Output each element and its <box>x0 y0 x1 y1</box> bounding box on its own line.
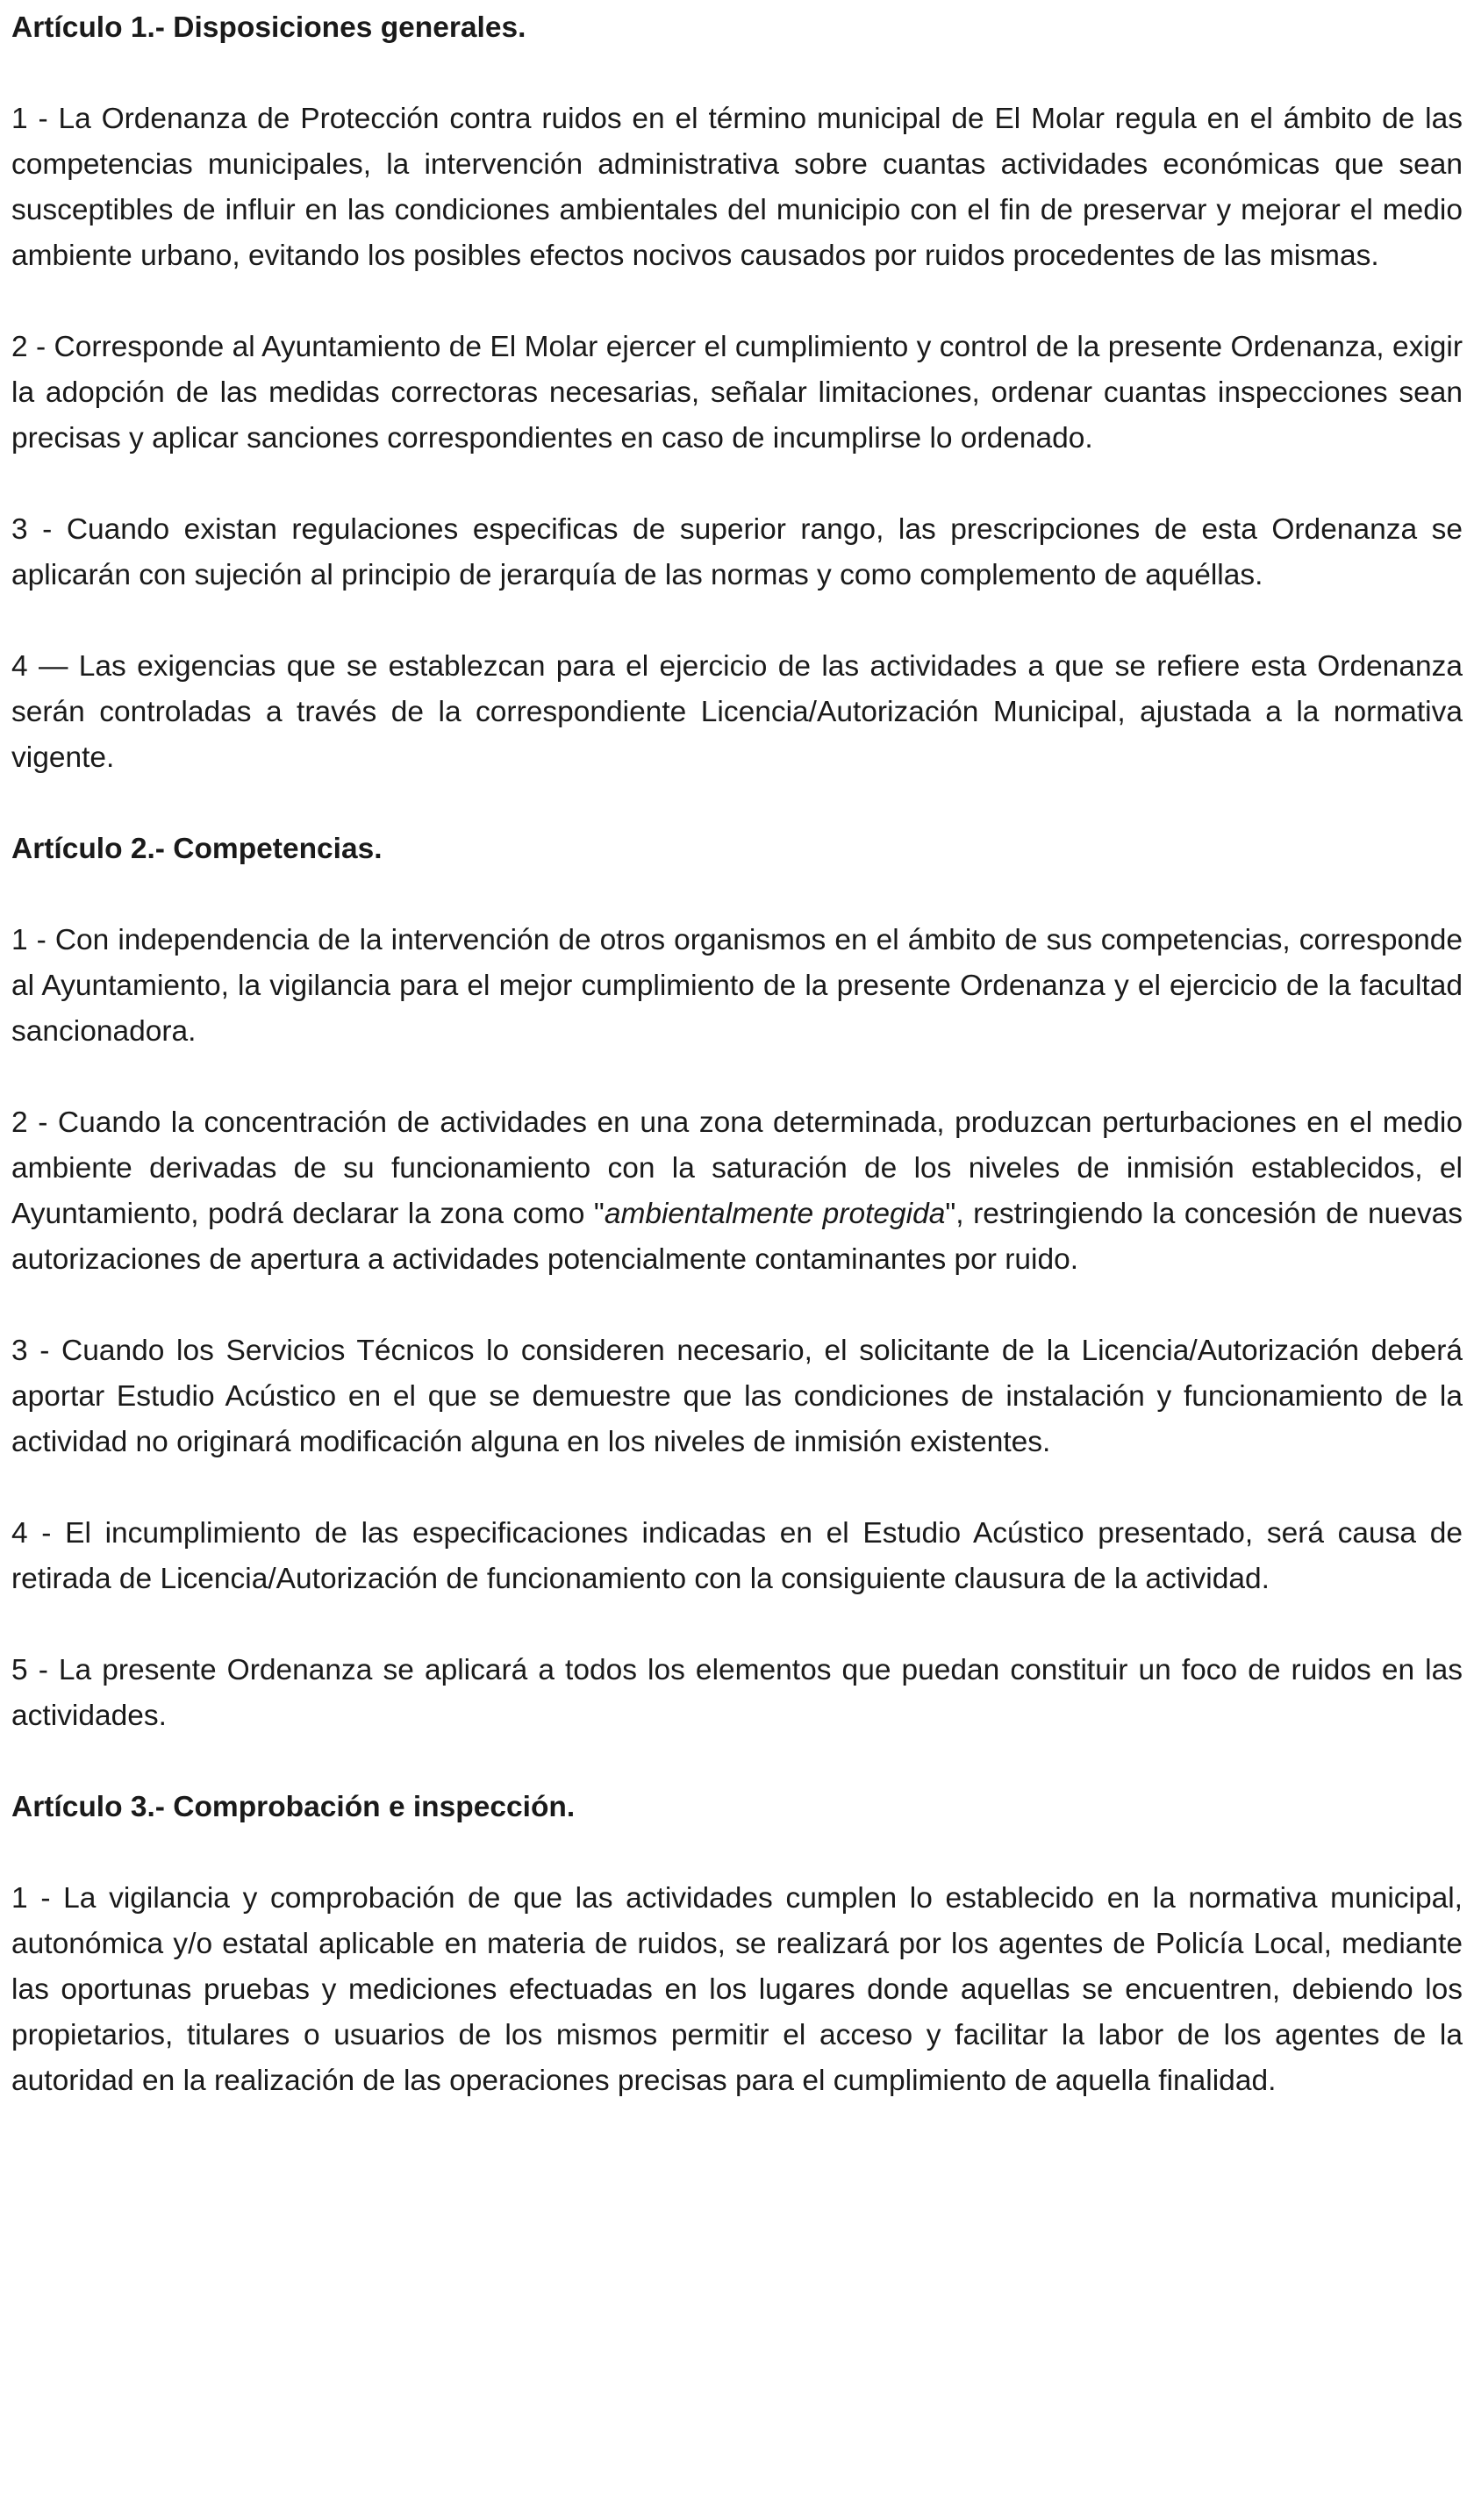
article-2-paragraph-2-italic-term: ambientalmente protegida <box>604 1198 946 1230</box>
article-1-paragraph-1: 1 - La Ordenanza de Protección contra ruidos en el término municipal de El Molar regula en el ámbito de las competencias municipales, la intervención administrativa sobre cuantas actividades económicas que sean susceptibles de influir en las condiciones ambientales del municipio con el fin de preservar y mejorar el medio ambiente urbano, evitando los posibles efectos nocivos causados por ruidos procedentes de las mismas. <box>11 103 1463 272</box>
article-3-paragraph-1: 1 - La vigilancia y comprobación de que las actividades cumplen lo establecido en la normativa municipal, autonómica y/o estatal aplicable en materia de ruidos, se realizará por los agentes de Policía Local, mediante las oportunas pruebas y mediciones efectuadas en los lugares donde aquellas se encuentren, debiendo los propietarios, titulares o usuarios de los mismos permitir el acceso y facilitar la labor de los agentes de la autoridad en la realización de las operaciones precisas para el cumplimiento de aquella finalidad. <box>11 1882 1463 2097</box>
article-1-paragraph-2: 2 - Corresponde al Ayuntamiento de El Molar ejercer el cumplimiento y control de la presente Ordenanza, exigir la adopción de las medidas correctoras necesarias, señalar limitaciones, ordenar cuantas inspecciones sean precisas y aplicar sanciones correspondientes en caso de incumplirse lo ordenado. <box>11 331 1463 455</box>
article-3-heading: Artículo 3.- Comprobación e inspección. <box>11 1791 576 1823</box>
article-2-paragraph-2-end: ", restringiendo la concesión de nuevas autorizaciones de apertura a actividades potencialmente contaminantes por ruido. <box>11 1198 1463 1276</box>
article-2-paragraph-5: 5 - La presente Ordenanza se aplicará a todos los elementos que puedan constituir un foco de ruidos en las actividades. <box>11 1654 1463 1732</box>
article-2-paragraph-1: 1 - Con independencia de la intervención de otros organismos en el ámbito de sus competencias, corresponde al Ayuntamiento, la vigilancia para el mejor cumplimiento de la presente Ordenanza y el ejercicio de la facultad sancionadora. <box>11 924 1463 1048</box>
article-2-paragraph-3: 3 - Cuando los Servicios Técnicos lo consideren necesario, el solicitante de la Licencia/Autorización deberá aportar Estudio Acústico en el que se demuestre que las condiciones de instalación y funcionamiento de la actividad no originará modificación alguna en los niveles de inmisión existentes. <box>11 1335 1463 1458</box>
article-1-paragraph-4: 4 — Las exigencias que se establezcan para el ejercicio de las actividades a que se refiere esta Ordenanza serán controladas a través de la correspondiente Licencia/Autorización Municipal, ajustada a la normativa vigente. <box>11 650 1463 774</box>
article-2-paragraph-2 <box>11 1100 1463 1283</box>
document-page <box>11 0 1463 2104</box>
article-1-paragraph-3: 3 - Cuando existan regulaciones especificas de superior rango, las prescripciones de esta Ordenanza se aplicarán con sujeción al principio de jerarquía de las normas y como complemento de aquéllas. <box>11 513 1463 591</box>
article-1-heading: Artículo 1.- Disposiciones generales. <box>11 11 526 44</box>
article-2-paragraph-2-start: 2 - Cuando la concentración de actividades en una zona determinada, produzcan perturbaciones en el medio ambiente derivadas de su funcionamiento con la saturación de los niveles de inmisión establecidos, el Ayuntamiento, podrá declarar la zona como " <box>11 1106 1463 1230</box>
article-2-paragraph-4: 4 - El incumplimiento de las especificaciones indicadas en el Estudio Acústico presentado, será causa de retirada de Licencia/Autorización de funcionamiento con la consiguiente clausura de la actividad. <box>11 1517 1463 1595</box>
article-2-heading: Artículo 2.- Competencias. <box>11 833 383 865</box>
